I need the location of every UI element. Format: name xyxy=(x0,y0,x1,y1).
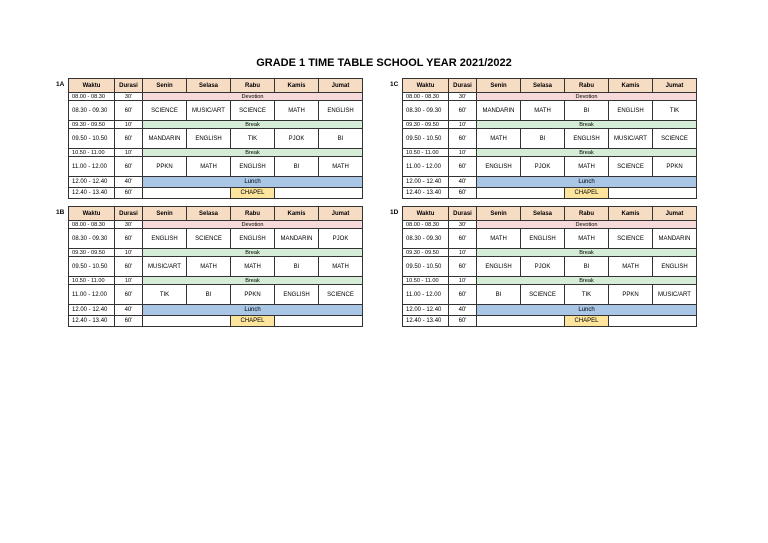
duration-cell: 30' xyxy=(449,93,477,101)
duration-cell: 60' xyxy=(449,229,477,249)
time-cell: 08.30 - 09.30 xyxy=(403,229,449,249)
subject-cell: SCIENCE xyxy=(187,229,231,249)
duration-cell: 40' xyxy=(115,305,143,316)
subject-cell: MUSIC/ART xyxy=(653,285,697,305)
class-label: 1B xyxy=(56,209,65,216)
subject-cell: PJOK xyxy=(521,257,565,277)
duration-cell: 60' xyxy=(115,157,143,177)
subject-cell: BI xyxy=(477,285,521,305)
time-cell: 11.00 - 12.00 xyxy=(69,285,115,305)
column-header: Jumat xyxy=(319,79,363,93)
duration-cell: 60' xyxy=(449,157,477,177)
time-cell: 08.00 - 08.30 xyxy=(69,93,115,101)
time-cell: 09.30 - 09.50 xyxy=(403,249,449,257)
subject-cell: ENGLISH xyxy=(231,229,275,249)
time-cell: 12.40 - 13.40 xyxy=(403,188,449,199)
column-header: Rabu xyxy=(565,207,609,221)
duration-cell: 10' xyxy=(115,277,143,285)
column-header: Jumat xyxy=(653,79,697,93)
duration-cell: 60' xyxy=(449,101,477,121)
table-row xyxy=(69,249,363,257)
table-row xyxy=(69,285,363,305)
subject-cell: BI xyxy=(275,257,319,277)
column-header: Waktu xyxy=(69,79,115,93)
page-title: GRADE 1 TIME TABLE SCHOOL YEAR 2021/2022 xyxy=(256,57,512,69)
time-cell: 08.00 - 08.30 xyxy=(403,93,449,101)
time-cell: 09.50 - 10.50 xyxy=(69,257,115,277)
subject-cell: TIK xyxy=(143,285,187,305)
break-cell: Break xyxy=(143,149,363,157)
subject-cell: ENGLISH xyxy=(275,285,319,305)
time-cell: 08.30 - 09.30 xyxy=(69,229,115,249)
duration-cell: 10' xyxy=(115,149,143,157)
table-row xyxy=(403,129,697,149)
subject-cell: PPKN xyxy=(609,285,653,305)
column-header: Waktu xyxy=(403,79,449,93)
table-row xyxy=(69,229,363,249)
time-cell: 11.00 - 12.00 xyxy=(403,157,449,177)
subject-cell: ENGLISH xyxy=(477,257,521,277)
duration-cell: 30' xyxy=(115,221,143,229)
subject-cell: ENGLISH xyxy=(319,101,363,121)
timetable-1b xyxy=(68,206,363,327)
duration-cell: 40' xyxy=(449,177,477,188)
table-row xyxy=(69,129,363,149)
table-row xyxy=(403,101,697,121)
subject-cell: ENGLISH xyxy=(477,157,521,177)
lunch-cell: Lunch xyxy=(477,305,697,316)
duration-cell: 60' xyxy=(115,101,143,121)
table-row xyxy=(69,305,363,316)
chapel-cell: CHAPEL xyxy=(565,188,609,199)
subject-cell: BI xyxy=(565,257,609,277)
column-header: Durasi xyxy=(449,207,477,221)
subject-cell: MATH xyxy=(565,157,609,177)
subject-cell: ENGLISH xyxy=(143,229,187,249)
table-row xyxy=(403,149,697,157)
time-cell: 12.00 - 12.40 xyxy=(69,305,115,316)
time-cell: 09.50 - 10.50 xyxy=(69,129,115,149)
duration-cell: 10' xyxy=(449,249,477,257)
subject-cell: MANDARIN xyxy=(477,101,521,121)
subject-cell: MATH xyxy=(609,257,653,277)
column-header: Waktu xyxy=(403,207,449,221)
duration-cell: 10' xyxy=(449,277,477,285)
subject-cell: TIK xyxy=(231,129,275,149)
table-row xyxy=(403,221,697,229)
table-row xyxy=(403,121,697,129)
column-header: Senin xyxy=(477,79,521,93)
column-header: Kamis xyxy=(609,207,653,221)
empty-cell xyxy=(275,188,363,199)
timetable-1a xyxy=(68,78,363,199)
column-header: Rabu xyxy=(231,207,275,221)
break-cell: Break xyxy=(143,249,363,257)
subject-cell: MATH xyxy=(231,257,275,277)
table-row xyxy=(403,177,697,188)
duration-cell: 40' xyxy=(449,305,477,316)
subject-cell: MATH xyxy=(477,229,521,249)
subject-cell: PPKN xyxy=(653,157,697,177)
lunch-cell: Lunch xyxy=(143,177,363,188)
empty-cell xyxy=(477,316,565,327)
column-header: Kamis xyxy=(275,79,319,93)
table-row xyxy=(403,285,697,305)
duration-cell: 60' xyxy=(115,316,143,327)
time-cell: 10.50 - 11.00 xyxy=(403,277,449,285)
column-header: Durasi xyxy=(449,79,477,93)
break-cell: Break xyxy=(477,149,697,157)
subject-cell: MUSIC/ART xyxy=(143,257,187,277)
subject-cell: ENGLISH xyxy=(231,157,275,177)
chapel-cell: CHAPEL xyxy=(231,188,275,199)
subject-cell: PJOK xyxy=(275,129,319,149)
duration-cell: 60' xyxy=(115,188,143,199)
table-row xyxy=(403,277,697,285)
table-row xyxy=(69,121,363,129)
subject-cell: MANDARIN xyxy=(653,229,697,249)
table-row xyxy=(403,305,697,316)
column-header: Selasa xyxy=(187,79,231,93)
empty-cell xyxy=(609,188,697,199)
subject-cell: MUSIC/ART xyxy=(187,101,231,121)
table-row xyxy=(69,177,363,188)
time-cell: 10.50 - 11.00 xyxy=(69,149,115,157)
subject-cell: PPKN xyxy=(143,157,187,177)
empty-cell xyxy=(477,188,565,199)
subject-cell: BI xyxy=(565,101,609,121)
time-cell: 08.00 - 08.30 xyxy=(69,221,115,229)
class-label: 1A xyxy=(56,81,65,88)
table-row xyxy=(69,257,363,277)
time-cell: 08.30 - 09.30 xyxy=(69,101,115,121)
header-row xyxy=(403,207,697,221)
empty-cell xyxy=(609,316,697,327)
table-row xyxy=(69,221,363,229)
header-row xyxy=(69,79,363,93)
column-header: Selasa xyxy=(187,207,231,221)
duration-cell: 10' xyxy=(115,249,143,257)
devotion-cell: Devotion xyxy=(477,221,697,229)
table-row xyxy=(403,157,697,177)
table-row xyxy=(403,249,697,257)
subject-cell: ENGLISH xyxy=(653,257,697,277)
column-header: Durasi xyxy=(115,79,143,93)
class-label: 1C xyxy=(390,81,399,88)
subject-cell: SCIENCE xyxy=(143,101,187,121)
column-header: Rabu xyxy=(231,79,275,93)
table-row xyxy=(403,316,697,327)
time-cell: 12.00 - 12.40 xyxy=(69,177,115,188)
table-row xyxy=(69,316,363,327)
subject-cell: MANDARIN xyxy=(275,229,319,249)
header-row xyxy=(69,207,363,221)
column-header: Kamis xyxy=(275,207,319,221)
timetable-1c xyxy=(402,78,697,199)
subject-cell: PJOK xyxy=(521,157,565,177)
subject-cell: TIK xyxy=(565,285,609,305)
table-row xyxy=(403,257,697,277)
duration-cell: 60' xyxy=(115,285,143,305)
empty-cell xyxy=(143,316,231,327)
time-cell: 12.40 - 13.40 xyxy=(403,316,449,327)
column-header: Waktu xyxy=(69,207,115,221)
time-cell: 11.00 - 12.00 xyxy=(403,285,449,305)
duration-cell: 30' xyxy=(115,93,143,101)
empty-cell xyxy=(275,316,363,327)
table-row xyxy=(69,149,363,157)
time-cell: 09.50 - 10.50 xyxy=(403,129,449,149)
duration-cell: 10' xyxy=(115,121,143,129)
subject-cell: TIK xyxy=(653,101,697,121)
subject-cell: BI xyxy=(275,157,319,177)
table-row xyxy=(69,157,363,177)
subject-cell: MUSIC/ART xyxy=(609,129,653,149)
duration-cell: 60' xyxy=(449,316,477,327)
time-cell: 09.50 - 10.50 xyxy=(403,257,449,277)
table-row xyxy=(69,101,363,121)
subject-cell: SCIENCE xyxy=(609,229,653,249)
time-cell: 09.30 - 09.50 xyxy=(403,121,449,129)
column-header: Senin xyxy=(143,207,187,221)
chapel-cell: CHAPEL xyxy=(565,316,609,327)
header-row xyxy=(403,79,697,93)
column-header: Durasi xyxy=(115,207,143,221)
devotion-cell: Devotion xyxy=(143,93,363,101)
subject-cell: PJOK xyxy=(319,229,363,249)
column-header: Jumat xyxy=(319,207,363,221)
duration-cell: 30' xyxy=(449,221,477,229)
duration-cell: 60' xyxy=(449,129,477,149)
class-label: 1D xyxy=(390,209,399,216)
table-row xyxy=(403,188,697,199)
subject-cell: BI xyxy=(319,129,363,149)
time-cell: 08.00 - 08.30 xyxy=(403,221,449,229)
column-header: Selasa xyxy=(521,79,565,93)
subject-cell: MATH xyxy=(187,157,231,177)
subject-cell: ENGLISH xyxy=(609,101,653,121)
table-row xyxy=(69,188,363,199)
lunch-cell: Lunch xyxy=(477,177,697,188)
subject-cell: PPKN xyxy=(231,285,275,305)
break-cell: Break xyxy=(143,121,363,129)
table-row xyxy=(403,229,697,249)
duration-cell: 60' xyxy=(449,188,477,199)
table-row xyxy=(69,277,363,285)
subject-cell: MATH xyxy=(319,257,363,277)
timetable-1d xyxy=(402,206,697,327)
table-row xyxy=(69,93,363,101)
break-cell: Break xyxy=(143,277,363,285)
subject-cell: BI xyxy=(521,129,565,149)
time-cell: 09.30 - 09.50 xyxy=(69,121,115,129)
subject-cell: SCIENCE xyxy=(231,101,275,121)
break-cell: Break xyxy=(477,277,697,285)
duration-cell: 40' xyxy=(115,177,143,188)
empty-cell xyxy=(143,188,231,199)
lunch-cell: Lunch xyxy=(143,305,363,316)
column-header: Senin xyxy=(477,207,521,221)
devotion-cell: Devotion xyxy=(477,93,697,101)
subject-cell: SCIENCE xyxy=(319,285,363,305)
time-cell: 12.00 - 12.40 xyxy=(403,305,449,316)
time-cell: 09.30 - 09.50 xyxy=(69,249,115,257)
subject-cell: SCIENCE xyxy=(521,285,565,305)
devotion-cell: Devotion xyxy=(143,221,363,229)
break-cell: Break xyxy=(477,121,697,129)
table-row xyxy=(403,93,697,101)
duration-cell: 10' xyxy=(449,121,477,129)
subject-cell: ENGLISH xyxy=(565,129,609,149)
break-cell: Break xyxy=(477,249,697,257)
column-header: Jumat xyxy=(653,207,697,221)
time-cell: 12.40 - 13.40 xyxy=(69,316,115,327)
subject-cell: MATH xyxy=(275,101,319,121)
duration-cell: 60' xyxy=(115,229,143,249)
duration-cell: 60' xyxy=(115,129,143,149)
subject-cell: ENGLISH xyxy=(187,129,231,149)
subject-cell: MATH xyxy=(521,101,565,121)
subject-cell: MATH xyxy=(187,257,231,277)
subject-cell: MATH xyxy=(477,129,521,149)
chapel-cell: CHAPEL xyxy=(231,316,275,327)
subject-cell: BI xyxy=(187,285,231,305)
subject-cell: MATH xyxy=(565,229,609,249)
duration-cell: 60' xyxy=(449,285,477,305)
duration-cell: 60' xyxy=(115,257,143,277)
time-cell: 12.00 - 12.40 xyxy=(403,177,449,188)
subject-cell: SCIENCE xyxy=(609,157,653,177)
time-cell: 11.00 - 12.00 xyxy=(69,157,115,177)
time-cell: 08.30 - 09.30 xyxy=(403,101,449,121)
subject-cell: MATH xyxy=(319,157,363,177)
column-header: Rabu xyxy=(565,79,609,93)
column-header: Senin xyxy=(143,79,187,93)
time-cell: 10.50 - 11.00 xyxy=(403,149,449,157)
time-cell: 12.40 - 13.40 xyxy=(69,188,115,199)
subject-cell: MANDARIN xyxy=(143,129,187,149)
duration-cell: 10' xyxy=(449,149,477,157)
time-cell: 10.50 - 11.00 xyxy=(69,277,115,285)
subject-cell: ENGLISH xyxy=(521,229,565,249)
column-header: Selasa xyxy=(521,207,565,221)
column-header: Kamis xyxy=(609,79,653,93)
duration-cell: 60' xyxy=(449,257,477,277)
subject-cell: SCIENCE xyxy=(653,129,697,149)
